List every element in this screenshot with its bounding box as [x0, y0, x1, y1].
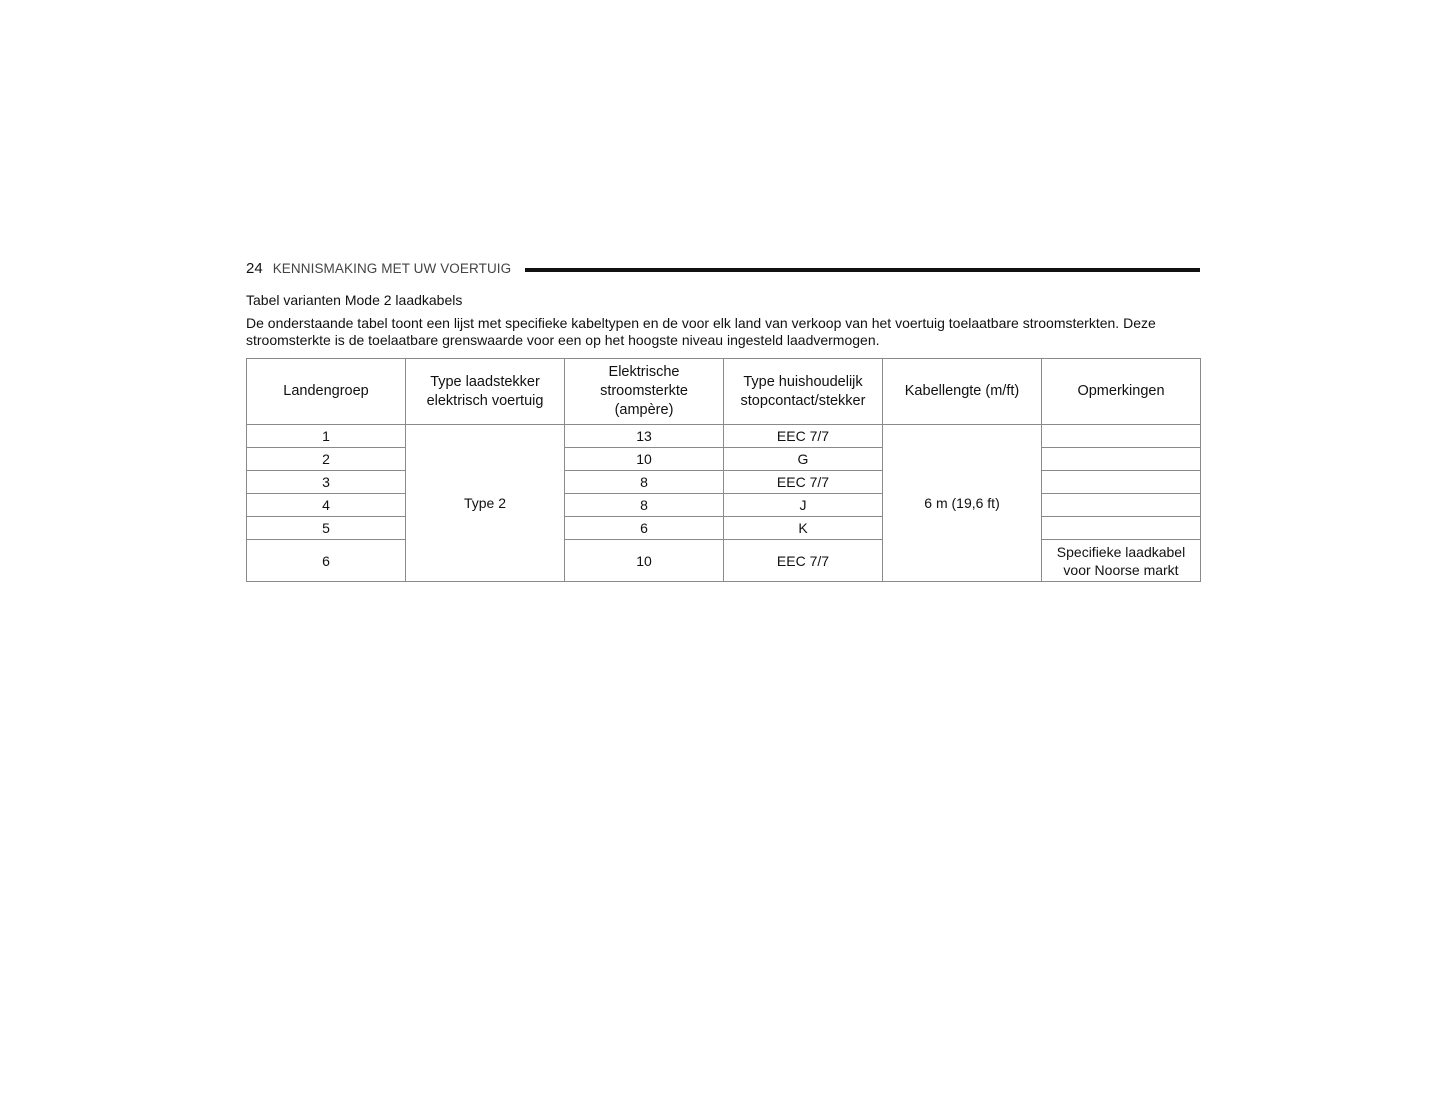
- cell-country-group: 5: [247, 517, 406, 540]
- cell-current: 8: [565, 494, 724, 517]
- cell-plug-type: Type 2: [406, 425, 565, 582]
- cell-remark: Specifieke laadkabel voor Noorse markt: [1042, 540, 1201, 582]
- mode2-cable-table: [246, 358, 1201, 582]
- cell-remark: [1042, 448, 1201, 471]
- column-header-plug-type: Type laadstekker elektrisch voertuig: [406, 359, 565, 425]
- cell-current: 10: [565, 448, 724, 471]
- cell-remark: [1042, 517, 1201, 540]
- page-number: 24: [246, 259, 263, 277]
- column-header-socket-type: Type huishoudelijk stopcontact/stekker: [724, 359, 883, 425]
- cell-socket-type: EEC 7/7: [724, 425, 883, 448]
- cell-country-group: 1: [247, 425, 406, 448]
- header-divider: [525, 268, 1200, 272]
- section-title: KENNISMAKING MET UW VOERTUIG: [272, 260, 512, 276]
- table-row: [247, 471, 1201, 494]
- table-row: [247, 540, 1201, 582]
- cell-remark: [1042, 471, 1201, 494]
- cell-socket-type: EEC 7/7: [724, 540, 883, 582]
- cell-current: 6: [565, 517, 724, 540]
- cell-current: 8: [565, 471, 724, 494]
- cell-remark: [1042, 425, 1201, 448]
- page-header: [246, 258, 1200, 278]
- cell-socket-type: J: [724, 494, 883, 517]
- cell-country-group: 4: [247, 494, 406, 517]
- cell-socket-type: K: [724, 517, 883, 540]
- table-row: [247, 517, 1201, 540]
- cell-current: 13: [565, 425, 724, 448]
- table-row: [247, 425, 1201, 448]
- column-header-current: Elektrische stroomsterkte (ampère): [565, 359, 724, 425]
- intro-paragraph: De onderstaande tabel toont een lijst met specifieke kabeltypen en de voor elk land van verkoop van het voertuig toelaatbare stroomsterkten. Deze stroomsterkte is de toelaatbare grenswaarde voor een op het hoogste niveau ingesteld laadvermogen.: [246, 315, 1156, 348]
- cell-current: 10: [565, 540, 724, 582]
- table-row: [247, 448, 1201, 471]
- column-header-cable-length: Kabellengte (m/ft): [883, 359, 1042, 425]
- column-header-remarks: Opmerkingen: [1042, 359, 1201, 425]
- table-caption: Tabel varianten Mode 2 laadkabels: [246, 292, 463, 308]
- table-row: [247, 494, 1201, 517]
- cell-socket-type: G: [724, 448, 883, 471]
- cell-remark: [1042, 494, 1201, 517]
- cell-socket-type: EEC 7/7: [724, 471, 883, 494]
- cell-country-group: 2: [247, 448, 406, 471]
- cell-cable-length: 6 m (19,6 ft): [883, 425, 1042, 582]
- cell-country-group: 3: [247, 471, 406, 494]
- column-header-country-group: Landengroep: [247, 359, 406, 425]
- cell-country-group: 6: [247, 540, 406, 582]
- table-header-row: [247, 359, 1201, 425]
